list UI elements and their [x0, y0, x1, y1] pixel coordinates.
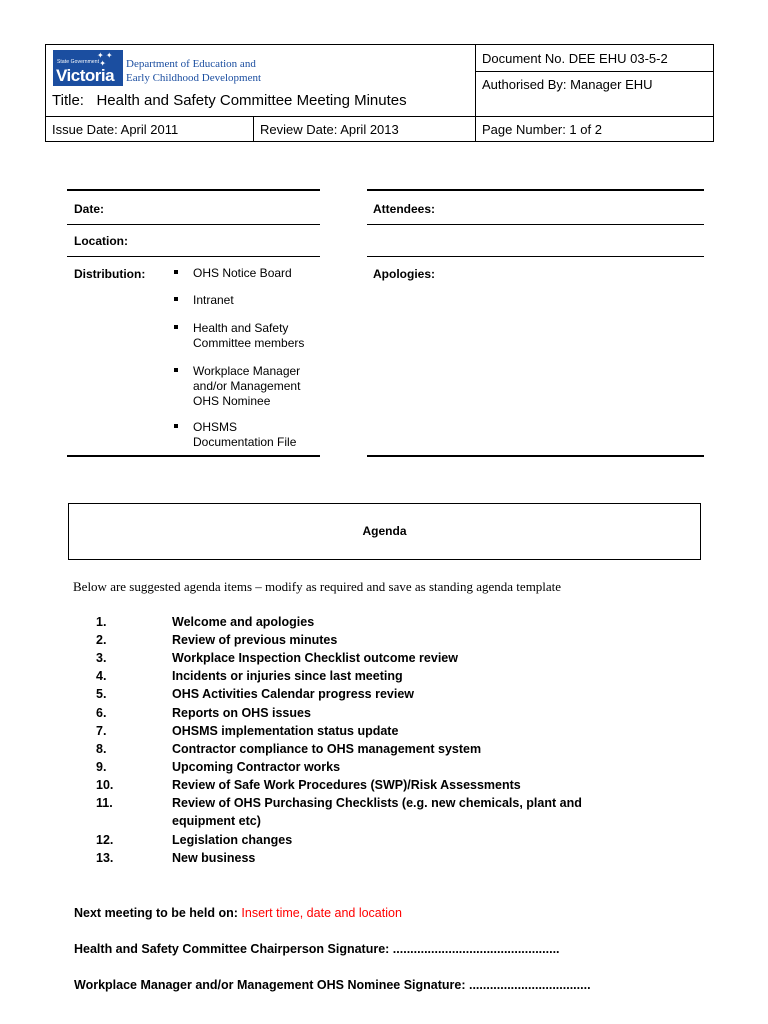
- bullet-icon: [174, 424, 178, 428]
- form-rule: [67, 224, 320, 225]
- header-divider: [475, 71, 713, 72]
- agenda-item-number: 2.: [96, 633, 107, 647]
- manager-signature-line: Workplace Manager and/or Management OHS Nominee Signature: ...................................: [74, 978, 591, 992]
- date-label: Date:: [74, 202, 105, 216]
- agenda-item-number: 8.: [96, 742, 107, 756]
- form-rule: [367, 189, 704, 191]
- header-divider: [46, 116, 713, 117]
- distribution-item-text: Intranet: [193, 293, 234, 307]
- agenda-intro: Below are suggested agenda items – modify as required and save as standing agenda template: [73, 579, 562, 594]
- chairperson-signature-line: Health and Safety Committee Chairperson Signature: ................................................: [74, 942, 560, 956]
- agenda-item-number: 4.: [96, 669, 107, 683]
- agenda-item-text: OHSMS implementation status update: [172, 724, 399, 738]
- distribution-item-text: Workplace Manager and/or Management OHS Nominee: [193, 364, 301, 408]
- form-rule: [367, 256, 704, 257]
- document-title: [52, 92, 407, 109]
- form-rule: [367, 224, 704, 225]
- next-meeting-label: Next meeting to be held on:: [74, 906, 238, 920]
- department-name-line: Department of Education and: [126, 58, 256, 70]
- form-rule: [67, 455, 320, 457]
- department-name-line: Early Childhood Development: [126, 72, 262, 84]
- distribution-item: [193, 420, 318, 450]
- agenda-item-number: 9.: [96, 760, 107, 774]
- authorised-by: Authorised By: Manager EHU: [482, 77, 653, 92]
- agenda-item-text: Reports on OHS issues: [172, 706, 311, 720]
- agenda-heading: Agenda: [362, 524, 407, 538]
- agenda-item-text: Contractor compliance to OHS management system: [172, 742, 482, 756]
- agenda-item-text: Review of OHS Purchasing Checklists (e.g. new chemicals, plant and: [172, 796, 582, 810]
- agenda-item-number: 10.: [96, 778, 114, 792]
- header-divider: [253, 116, 254, 142]
- location-label: Location:: [74, 234, 128, 248]
- form-rule: [67, 256, 320, 257]
- agenda-item-number: 13.: [96, 851, 114, 865]
- next-meeting-line: [74, 906, 402, 920]
- agenda-item-text: Incidents or injuries since last meeting: [172, 669, 403, 683]
- agenda-item-text: Upcoming Contractor works: [172, 760, 341, 774]
- form-rule: [367, 455, 704, 457]
- bullet-icon: [174, 270, 178, 274]
- agenda-item-text: Review of Safe Work Procedures (SWP)/Risk Assessments: [172, 778, 521, 792]
- agenda-item-number: 11.: [96, 796, 113, 810]
- agenda-item-text: OHS Activities Calendar progress review: [172, 687, 414, 701]
- southern-cross-icon: ✦ ✦ ✦: [97, 51, 113, 68]
- distribution-item-text: Health and Safety Committee members: [193, 321, 305, 350]
- bullet-icon: [174, 368, 178, 372]
- distribution-item: [193, 293, 318, 308]
- document-number: Document No. DEE EHU 03-5-2: [482, 51, 668, 66]
- header-divider: [475, 45, 476, 142]
- agenda-item-number: 1.: [96, 615, 107, 629]
- bullet-icon: [174, 297, 178, 301]
- agenda-item-text: Review of previous minutes: [172, 633, 338, 647]
- department-name: [126, 57, 261, 85]
- victoria-logo: [53, 50, 123, 86]
- title-label: Title:: [52, 92, 84, 109]
- attendees-label: Attendees:: [373, 202, 436, 216]
- agenda-item-text: Legislation changes: [172, 833, 293, 847]
- distribution-item: [193, 364, 318, 409]
- agenda-item-number: 7.: [96, 724, 107, 738]
- agenda-item-number: 3.: [96, 651, 107, 665]
- apologies-label: Apologies:: [373, 267, 435, 281]
- distribution-item: [193, 266, 318, 281]
- agenda-item-text: Workplace Inspection Checklist outcome review: [172, 651, 458, 665]
- review-date: Review Date: April 2013: [260, 122, 399, 137]
- agenda-item-number: 6.: [96, 706, 107, 720]
- distribution-item: [193, 321, 318, 351]
- bullet-icon: [174, 325, 178, 329]
- logo-state-government-text: State Government: [57, 59, 100, 65]
- agenda-item-text: Welcome and apologies: [172, 615, 315, 629]
- agenda-item-text: equipment etc): [172, 814, 261, 828]
- form-rule: [67, 189, 320, 191]
- page-number: Page Number: 1 of 2: [482, 122, 602, 137]
- issue-date: Issue Date: April 2011: [52, 122, 179, 137]
- distribution-item-text: OHS Notice Board: [193, 266, 292, 280]
- distribution-item-text: OHSMS Documentation File: [193, 420, 297, 449]
- distribution-label: Distribution:: [74, 267, 146, 281]
- agenda-item-number: 5.: [96, 687, 107, 701]
- agenda-item-text: New business: [172, 851, 256, 865]
- agenda-item-number: 12.: [96, 833, 114, 847]
- title-value: Health and Safety Committee Meeting Minutes: [96, 92, 407, 109]
- next-meeting-placeholder: Insert time, date and location: [241, 906, 402, 920]
- logo-victoria-text: Victoria: [56, 66, 115, 85]
